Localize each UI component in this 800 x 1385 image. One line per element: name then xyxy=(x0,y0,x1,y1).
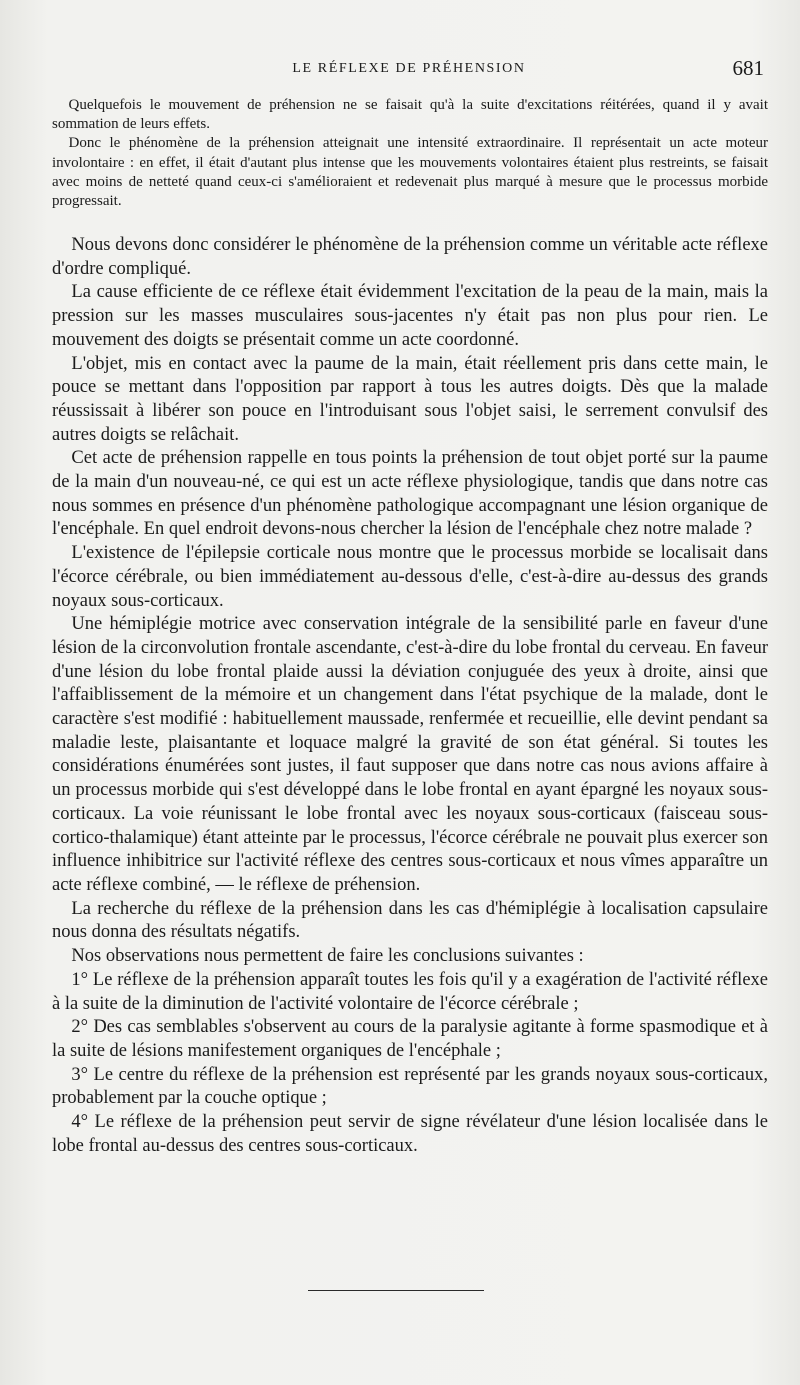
page-number: 681 xyxy=(732,56,764,80)
paragraph: L'objet, mis en contact avec la paume de la main, était réellement pris dans cette main, le pouce se mettant dans l'opposition par rapport à tous les autres doigts. Dès que la malade réussissait à libérer son pouce en l'introduisant sous l'objet saisi, le serrement convulsif des autres doigts se relâchait. xyxy=(52,353,768,445)
main-text-block xyxy=(52,234,768,1158)
page-header xyxy=(52,58,766,84)
small-paragraph: Donc le phénomène de la préhension atteignait une intensité extraordinaire. Il représentait un acte moteur involontaire : en effet, il était d'autant plus intense que les mouvements volontaires étaient plus restreints, se faisait avec moins de netteté quand ceux-ci s'amélioraient et redevenait plus marqué à mesure que le processus morbide progressait. xyxy=(52,135,768,210)
conclusion-item: 1° Le réflexe de la préhension apparaît toutes les fois qu'il y a exagération de l'activité réflexe à la suite de la diminution de l'activité volontaire de l'écorce cérébrale ; xyxy=(52,969,768,1014)
end-rule-divider xyxy=(308,1290,484,1291)
small-paragraph: Quelquefois le mouvement de préhension ne se faisait qu'à la suite d'excitations réitérées, quand il y avait sommation de leurs effets. xyxy=(52,97,768,133)
paragraph: Une hémiplégie motrice avec conservation intégrale de la sensibilité parle en faveur d'une lésion de la circonvolution frontale ascendante, c'est-à-dire du lobe frontal du cerveau. En faveur d'une lésion du lobe frontal plaide aussi la déviation conjuguée des yeux à droite, ainsi que l'affaiblissement de la mémoire et un changement dans l'état psychique de la malade, dont le caractère s'est modifié : habituellement maussade, renfermée et recueillie, elle devint pendant sa maladie leste, plaisantante et loquace malgré la gravité de son état général. Si toutes les considérations énumérées sont justes, il faut supposer que dans notre cas nous avions affaire à un processus morbide qui s'est développé dans le lobe frontal en ayant épargné les noyaux sous-corticaux. La voie réunissant le lobe frontal avec les noyaux sous-corticaux (faisceau sous-cortico-thalamique) étant atteinte par le processus, l'écorce cérébrale ne pouvait plus exercer son influence inhibitrice sur l'activité réflexe des centres sous-corticaux et nous vîmes apparaître un acte réflexe combiné, — le réflexe de préhension. xyxy=(52,614,768,895)
paragraph: La cause efficiente de ce réflexe était évidemment l'excitation de la peau de la main, mais la pression sur les masses musculaires sous-jacentes n'y était pas non plus pour rien. Le mouvement des doigts se présentait comme un acte coordonné. xyxy=(52,282,768,350)
conclusion-item: 4° Le réflexe de la préhension peut servir de signe révélateur d'une lésion localisée dans le lobe frontal au-dessus des centres sous-corticaux. xyxy=(52,1112,768,1156)
small-print-block xyxy=(52,96,768,211)
running-title: LE RÉFLEXE DE PRÉHENSION xyxy=(292,61,526,76)
paragraph: Nos observations nous permettent de faire les conclusions suivantes : xyxy=(71,946,584,967)
conclusion-item: 3° Le centre du réflexe de la préhension est représenté par les grands noyaux sous-corticaux, probablement par la couche optique ; xyxy=(52,1064,768,1109)
paragraph: La recherche du réflexe de la préhension dans les cas d'hémiplégie à localisation capsulaire nous donna des résultats négatifs. xyxy=(52,898,768,943)
conclusion-item: 2° Des cas semblables s'observent au cours de la paralysie agitante à forme spasmodique et à la suite de lésions manifestement organiques de l'encéphale ; xyxy=(52,1017,768,1061)
paragraph: Nous devons donc considérer le phénomène de la préhension comme un véritable acte réflexe d'ordre compliqué. xyxy=(52,235,768,279)
paragraph: L'existence de l'épilepsie corticale nous montre que le processus morbide se localisait dans l'écorce cérébrale, ou bien immédiatement au-dessous d'elle, c'est-à-dire au-dessus des grands noyaux sous-corticaux. xyxy=(52,543,768,611)
paragraph: Cet acte de préhension rappelle en tous points la préhension de tout objet porté sur la paume de la main d'un nouveau-né, ce qui est un acte réflexe physiologique, tandis que dans notre cas nous sommes en présence d'un phénomène pathologique accompagnant une lésion organique de l'encéphale. En quel endroit devons-nous chercher la lésion de l'encéphale chez notre malade ? xyxy=(52,448,768,540)
